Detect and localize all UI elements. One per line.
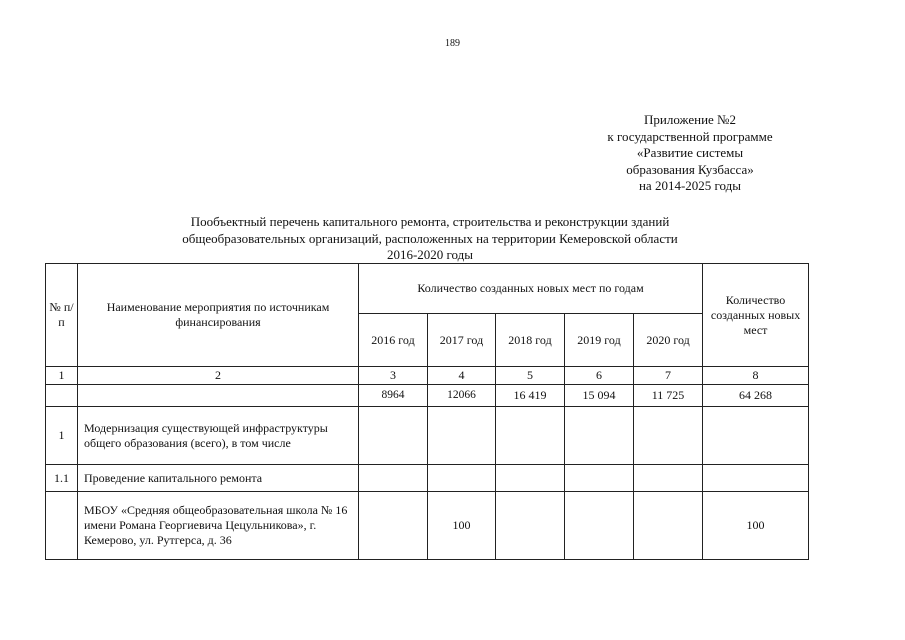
page-number: 189	[445, 38, 460, 49]
appendix-line: Приложение №2	[644, 112, 736, 127]
column-number: 7	[634, 367, 703, 385]
column-number: 8	[703, 367, 809, 385]
column-number: 4	[428, 367, 496, 385]
capital-repair-table	[45, 263, 809, 560]
row-value	[428, 465, 496, 492]
row-value	[565, 492, 634, 560]
appendix-line: образования Кузбасса»	[626, 161, 754, 177]
totals-cell: 12066	[428, 385, 496, 407]
column-numbers-row	[46, 367, 809, 385]
row-value	[496, 407, 565, 465]
row-value	[634, 492, 703, 560]
column-number: 5	[496, 367, 565, 385]
column-number: 6	[565, 367, 634, 385]
totals-cell	[46, 385, 78, 407]
header-year-2020: 2020 год	[634, 314, 703, 367]
totals-cell: 8964	[359, 385, 428, 407]
header-year-2016: 2016 год	[359, 314, 428, 367]
row-num: 1.1	[46, 465, 78, 492]
totals-cell: 64 268	[703, 385, 809, 407]
appendix-line: «Развитие системы	[636, 145, 744, 160]
title-line: Пообъектный перечень капитального ремонта, строительства и реконструкции зданий	[190, 214, 670, 229]
row-num: 1	[46, 407, 78, 465]
row-value	[634, 407, 703, 465]
totals-cell	[78, 385, 359, 407]
table-row	[46, 407, 809, 465]
row-value	[496, 492, 565, 560]
totals-cell: 15 094	[565, 385, 634, 407]
row-value	[359, 465, 428, 492]
totals-cell: 11 725	[634, 385, 703, 407]
row-value	[359, 492, 428, 560]
row-name: Модернизация существующей инфраструктуры общего образования (всего), в том числе	[78, 407, 359, 465]
row-name: Проведение капитального ремонта	[78, 465, 359, 492]
header-places-by-year: Количество созданных новых мест по годам	[359, 264, 703, 314]
row-value	[634, 465, 703, 492]
header-year-2018: 2018 год	[496, 314, 565, 367]
totals-row	[46, 385, 809, 407]
appendix-block	[560, 112, 820, 195]
appendix-line: к государственной программе	[607, 128, 773, 144]
table-row	[46, 492, 809, 560]
row-value	[428, 407, 496, 465]
header-year-2017: 2017 год	[428, 314, 496, 367]
header-total: Количество созданных новых мест	[703, 264, 809, 367]
column-number: 1	[46, 367, 78, 385]
column-number: 3	[359, 367, 428, 385]
row-total	[703, 465, 809, 492]
column-number: 2	[78, 367, 359, 385]
row-value	[496, 465, 565, 492]
table-row	[46, 465, 809, 492]
header-name: Наименование мероприятия по источникам финансирования	[78, 264, 359, 367]
row-total: 100	[703, 492, 809, 560]
appendix-line: на 2014-2025 годы	[638, 178, 742, 193]
row-num	[46, 492, 78, 560]
row-total	[703, 407, 809, 465]
title-line: общеобразовательных организаций, расположенных на территории Кемеровской области	[182, 230, 678, 246]
row-value	[359, 407, 428, 465]
row-value	[565, 465, 634, 492]
row-value: 100	[428, 492, 496, 560]
row-value	[565, 407, 634, 465]
totals-cell: 16 419	[496, 385, 565, 407]
title-line: 2016-2020 годы	[386, 247, 474, 262]
document-title	[0, 214, 860, 264]
header-num: № п/п	[46, 264, 78, 367]
header-year-2019: 2019 год	[565, 314, 634, 367]
row-name: МБОУ «Средняя общеобразовательная школа № 16 имени Романа Георгиевича Цецульникова», г. Кемерово, ул. Рутгерса, д. 36	[78, 492, 359, 560]
